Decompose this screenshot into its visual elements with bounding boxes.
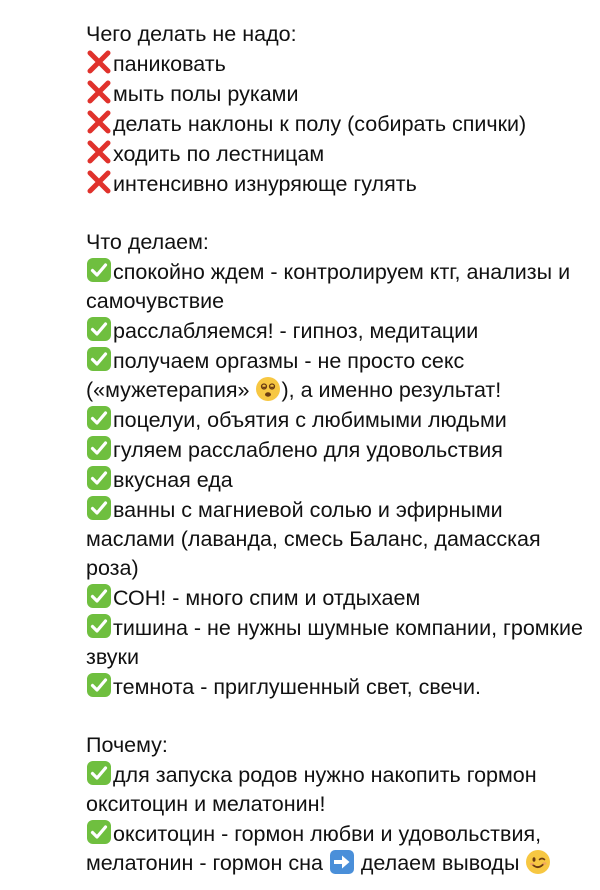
do-item-text: гуляем расслаблено для удовольствия: [113, 438, 503, 462]
check-mark-icon: [86, 465, 112, 491]
dont-item-text: интенсивно изнуряюще гулять: [113, 172, 417, 196]
do-item: [86, 583, 586, 613]
dont-item-text: мыть полы руками: [113, 82, 299, 106]
cross-mark-icon: [86, 79, 112, 105]
do-item: [86, 257, 586, 316]
cross-mark-icon: [86, 169, 112, 195]
dizzy-face-emoji-icon: [255, 376, 281, 402]
do-item: [86, 405, 586, 435]
dont-item: [86, 49, 586, 79]
check-mark-icon: [86, 346, 112, 372]
do-item: [86, 495, 586, 583]
why-item: [86, 760, 586, 819]
check-mark-icon: [86, 495, 112, 521]
do-item-text: СОН! - много спим и отдыхаем: [113, 586, 421, 610]
dont-item-text: делать наклоны к полу (собирать спички): [113, 112, 527, 136]
dont-item: [86, 109, 586, 139]
document: [86, 20, 586, 878]
cross-mark-icon: [86, 109, 112, 135]
cross-mark-icon: [86, 139, 112, 165]
check-mark-icon: [86, 819, 112, 845]
dont-item: [86, 139, 586, 169]
do-item-text: ванны с магниевой солью и эфирными маслами (лаванда, смесь Баланс, дамасская роза): [86, 498, 541, 580]
winking-face-emoji-icon: [525, 849, 551, 875]
do-item: [86, 672, 586, 702]
check-mark-icon: [86, 257, 112, 283]
do-item-text: тишина - не нужны шумные компании, громкие звуки: [86, 616, 583, 669]
why-item-text: для запуска родов нужно накопить гормон окситоцин и мелатонин!: [86, 763, 537, 816]
dont-item: [86, 79, 586, 109]
dont-item-text: ходить по лестницам: [113, 142, 325, 166]
check-mark-icon: [86, 583, 112, 609]
do-heading: Что делаем:: [86, 230, 209, 254]
do-item-text: спокойно ждем - контролируем ктг, анализы и самочувствие: [86, 260, 571, 313]
check-mark-icon: [86, 613, 112, 639]
why-item-text-before: окситоцин - гормон любви и удовольствия, мелатонин - гормон сна: [86, 822, 542, 875]
do-item-text-before: получаем оргазмы - не просто секс («мужетерапия»: [86, 349, 465, 402]
do-item: [86, 346, 586, 405]
check-mark-icon: [86, 316, 112, 342]
cross-mark-icon: [86, 49, 112, 75]
dont-item: [86, 169, 586, 199]
check-mark-icon: [86, 435, 112, 461]
check-mark-icon: [86, 760, 112, 786]
do-item: [86, 465, 586, 495]
why-item: [86, 819, 586, 878]
why-heading: Почему:: [86, 733, 168, 757]
why-item-text-after: делаем выводы: [354, 851, 526, 875]
dont-heading: Чего делать не надо:: [86, 22, 297, 46]
check-mark-icon: [86, 405, 112, 431]
do-item: [86, 435, 586, 465]
check-mark-icon: [86, 672, 112, 698]
dont-item-text: паниковать: [113, 52, 226, 76]
do-item-text-after: ), а именно результат!: [281, 378, 502, 402]
right-arrow-emoji-icon: [329, 849, 355, 875]
do-item: [86, 613, 586, 672]
do-item: [86, 316, 586, 346]
do-item-text: расслабляемся! - гипноз, медитации: [113, 319, 479, 343]
do-item-text: вкусная еда: [113, 468, 233, 492]
do-item-text: темнота - приглушенный свет, свечи.: [113, 675, 481, 699]
do-item-text: поцелуи, объятия с любимыми людьми: [113, 408, 507, 432]
